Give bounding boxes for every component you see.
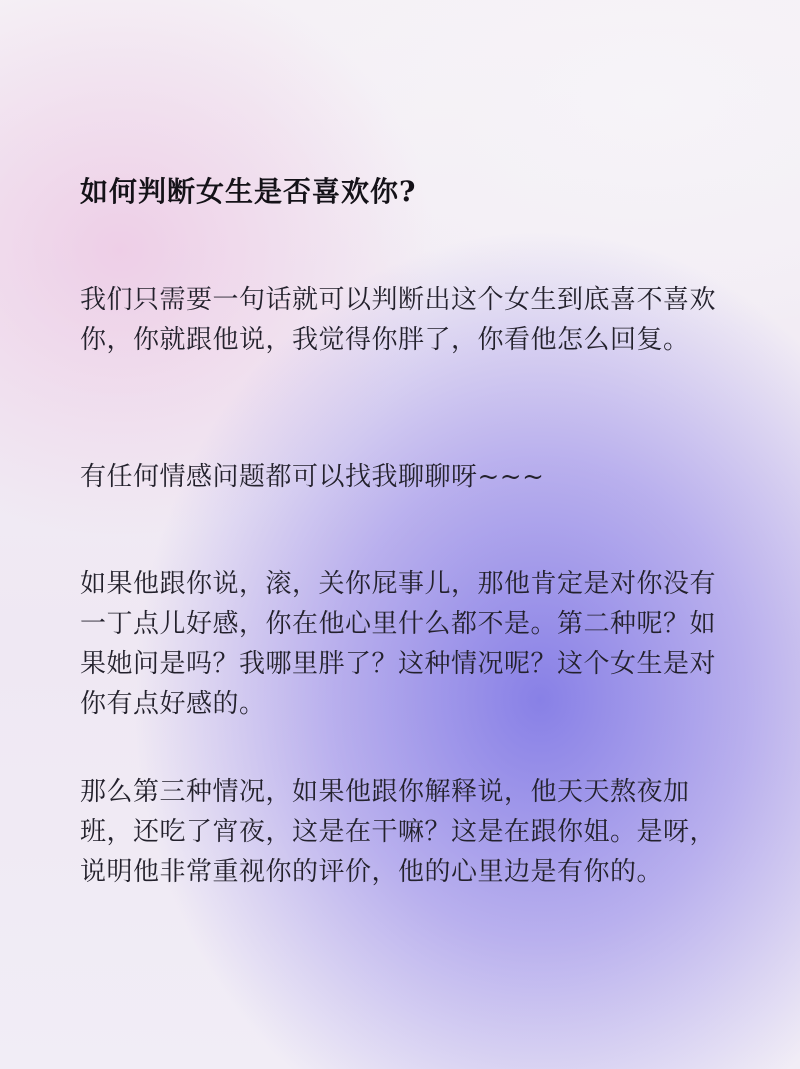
paragraph-case-one-two: 如果他跟你说，滚，关你屁事儿，那他肯定是对你没有一丁点儿好感，你在他心里什么都不是。第二种呢？如果她问是吗？我哪里胖了？这种情况呢？这个女生是对你有点好感的。 — [80, 569, 717, 719]
paragraph-intro: 我们只需要一句话就可以判断出这个女生到底喜不喜欢你，你就跟他说，我觉得你胖了，你看他怎么回复。 — [80, 285, 717, 355]
paragraph-contact: 有任何情感问题都可以找我聊聊呀~~~ — [80, 462, 545, 492]
paragraph-case-three: 那么第三种情况，如果他跟你解释说，他天天熬夜加班，还吃了宵夜，这是在干嘛？这是在跟你姐。是呀，说明他非常重视你的评价，他的心里边是有你的。 — [80, 777, 717, 887]
article-title: 如何判断女生是否喜欢你? — [80, 175, 417, 208]
